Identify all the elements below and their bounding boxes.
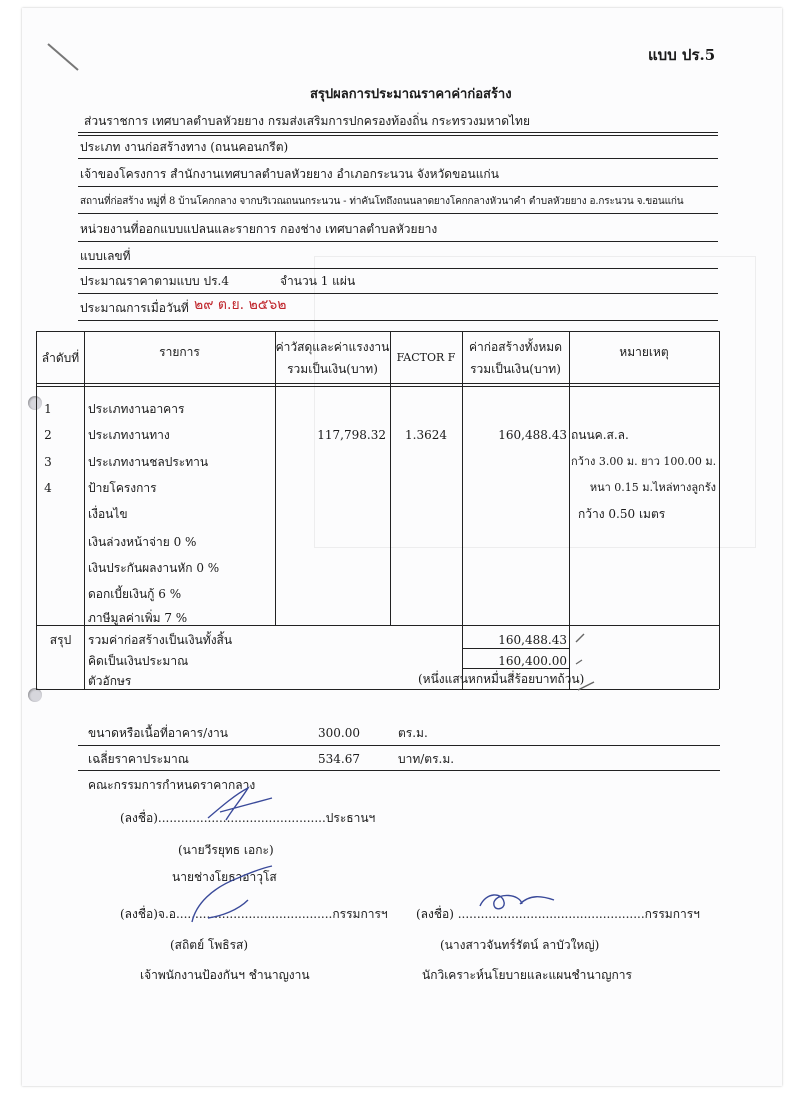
member2-position: นักวิเคราะห์นโยบายและแผนชำนาญการ — [422, 968, 632, 982]
divider — [78, 320, 718, 321]
chair-signature-line: (ลงชื่อ)............................................ประธานฯ — [120, 811, 376, 825]
col-header-total-1: ค่าก่อสร้างทั้งหมด — [469, 340, 562, 354]
divider — [78, 241, 718, 242]
document-page — [22, 8, 782, 1086]
summary-total-value: 160,488.43 — [498, 633, 567, 647]
row-remark: ถนนค.ส.ล. — [571, 428, 629, 442]
summary-words-value: (หนึ่งแสนหกหมื่นสี่ร้อยบาทถ้วน) — [418, 672, 585, 686]
table-right-border — [719, 331, 720, 689]
row-total: 160,488.43 — [498, 428, 567, 442]
member2-signature-line: (ลงชื่อ) .................................................กรรมการฯ — [416, 907, 700, 921]
avg-price-label: เฉลี่ยราคาประมาณ — [88, 752, 189, 766]
col-header-item: รายการ — [159, 345, 200, 359]
project-type: ประเภท งานก่อสร้างทาง (ถนนคอนกรีต) — [80, 140, 289, 154]
divider — [78, 158, 718, 159]
row-remark: กว้าง 3.00 ม. ยาว 100.00 ม. — [571, 455, 717, 468]
col-header-total-2: รวมเป็นเงิน(บาท) — [470, 362, 561, 376]
summary-box-divider — [462, 648, 569, 649]
col-header-factor: FACTOR F — [396, 351, 456, 364]
row-cost: 117,798.32 — [317, 428, 386, 442]
show-through-ghost — [314, 256, 756, 548]
divider — [78, 770, 720, 771]
row-remark: หนา 0.15 ม.ไหล่ทางลูกรัง — [589, 481, 716, 494]
row-no: 4 — [44, 481, 52, 495]
document-title: สรุปผลการประมาณราคาค่าก่อสร้าง — [310, 87, 512, 102]
row-remark: กว้าง 0.50 เมตร — [578, 507, 666, 521]
estimate-date-handwritten: ๒๙ ต.ย. ๒๕๖๒ — [194, 297, 287, 313]
table-top-border — [36, 331, 719, 332]
summary-label: สรุป — [49, 633, 72, 647]
member2-signature — [472, 886, 562, 916]
row-item: ป้ายโครงการ — [88, 481, 157, 495]
member1-signature-line: (ลงชื่อ)จ.อ.........................................กรรมการฯ — [120, 907, 388, 921]
col-divider — [569, 331, 570, 625]
col-header-remark: หมายเหตุ — [619, 345, 669, 359]
row-factor: 1.3624 — [405, 428, 447, 442]
row-no: 2 — [44, 428, 52, 442]
divider — [78, 186, 718, 187]
divider — [78, 745, 720, 746]
check-mark — [574, 626, 604, 696]
table-body-bottom — [36, 625, 719, 626]
row-item: ภาษีมูลค่าเพิ่ม 7 % — [88, 611, 188, 625]
divider — [78, 213, 718, 214]
row-item: เงินประกันผลงานหัก 0 % — [88, 561, 220, 575]
row-item: ประเภทงานอาคาร — [88, 402, 185, 416]
col-divider — [84, 331, 85, 689]
form-code: แบบ ปร.5 — [648, 46, 716, 64]
col-header-cost-1: ค่าวัสดุและค่าแรงงาน — [275, 340, 390, 354]
divider — [78, 268, 718, 269]
binder-hole-bottom — [28, 688, 42, 702]
area-value: 300.00 — [318, 726, 360, 740]
col-header-cost-2: รวมเป็นเงิน(บาท) — [287, 362, 378, 376]
avg-price-value: 534.67 — [318, 752, 360, 766]
chair-signature — [202, 784, 282, 824]
project-owner: เจ้าของโครงการ สำนักงานเทศบาลตำบลหัวยยาง อำเภอกระนวน จังหวัดขอนแก่น — [80, 167, 499, 181]
divider — [78, 293, 718, 294]
col-header-no: ลำดับที่ — [41, 351, 80, 365]
design-unit: หน่วยงานที่ออกแบบแปลนและรายการ กองช่าง เทศบาลตำบลหัวยยาง — [80, 222, 438, 236]
committee-label: คณะกรรมการกำหนดราคากลาง — [88, 778, 256, 792]
chair-name: (นายวีรยุทธ เอกะ) — [178, 843, 274, 857]
row-no: 3 — [44, 455, 52, 469]
summary-words-label: ตัวอักษร — [88, 674, 132, 688]
row-item: เงื่อนไข — [88, 507, 128, 521]
row-item: ประเภทงานทาง — [88, 428, 170, 442]
estimate-by-form: ประมาณราคาตามแบบ ปร.4 — [80, 274, 229, 288]
summary-estimate-label: คิดเป็นเงินประมาณ — [88, 654, 189, 668]
sheet-count: จำนวน 1 แผ่น — [280, 274, 356, 288]
summary-box-bottom — [462, 668, 569, 669]
col-divider — [390, 331, 391, 625]
divider — [78, 132, 718, 133]
member1-name: (สถิตย์ โพธิรส) — [170, 938, 249, 952]
summary-estimate-value: 160,400.00 — [498, 654, 567, 668]
row-item: ดอกเบี้ยเงินกู้ 6 % — [88, 587, 182, 601]
staple-mark — [46, 40, 86, 80]
estimate-date-label: ประมาณการเมื่อวันที่ — [80, 301, 189, 315]
table-header-bottom — [36, 383, 719, 384]
row-item: ประเภทงานชลประทาน — [88, 455, 209, 469]
plan-number: แบบเลขที่ — [80, 249, 131, 263]
member2-name: (นางสาวจันทร์รัตน์ ลาบัวใหญ่) — [440, 938, 600, 952]
table-bottom-border — [36, 689, 719, 690]
divider — [78, 135, 718, 136]
agency-line: ส่วนราชการ เทศบาลตำบลหัวยยาง กรมส่งเสริมการปกครองท้องถิ่น กระทรวงมหาดไทย — [84, 114, 530, 128]
avg-price-unit: บาท/ตร.ม. — [398, 752, 455, 766]
member1-signature — [182, 860, 292, 930]
area-label: ขนาดหรือเนื้อที่อาคาร/งาน — [88, 726, 228, 740]
row-item: เงินล่วงหน้าจ่าย 0 % — [88, 535, 197, 549]
row-no: 1 — [44, 402, 52, 416]
table-header-bottom-double — [36, 386, 719, 387]
chair-position: นายช่างโยธาอาวุโส — [172, 870, 277, 884]
construction-location: สถานที่ก่อสร้าง หมู่ที่ 8 บ้านโคกกลาง จากบริเวณถนนกระนวน - ท่าคันโทถึงถนนลาดยางโคกกลางหัวนาคำ ตำบลหัวยยาง อ.กระนวน จ.ขอนแก่น — [80, 196, 684, 207]
member1-position: เจ้าพนักงานป้องกันฯ ชำนาญงาน — [140, 968, 310, 982]
summary-total-label: รวมค่าก่อสร้างเป็นเงินทั้งสิ้น — [88, 633, 233, 647]
area-unit: ตร.ม. — [398, 726, 428, 740]
